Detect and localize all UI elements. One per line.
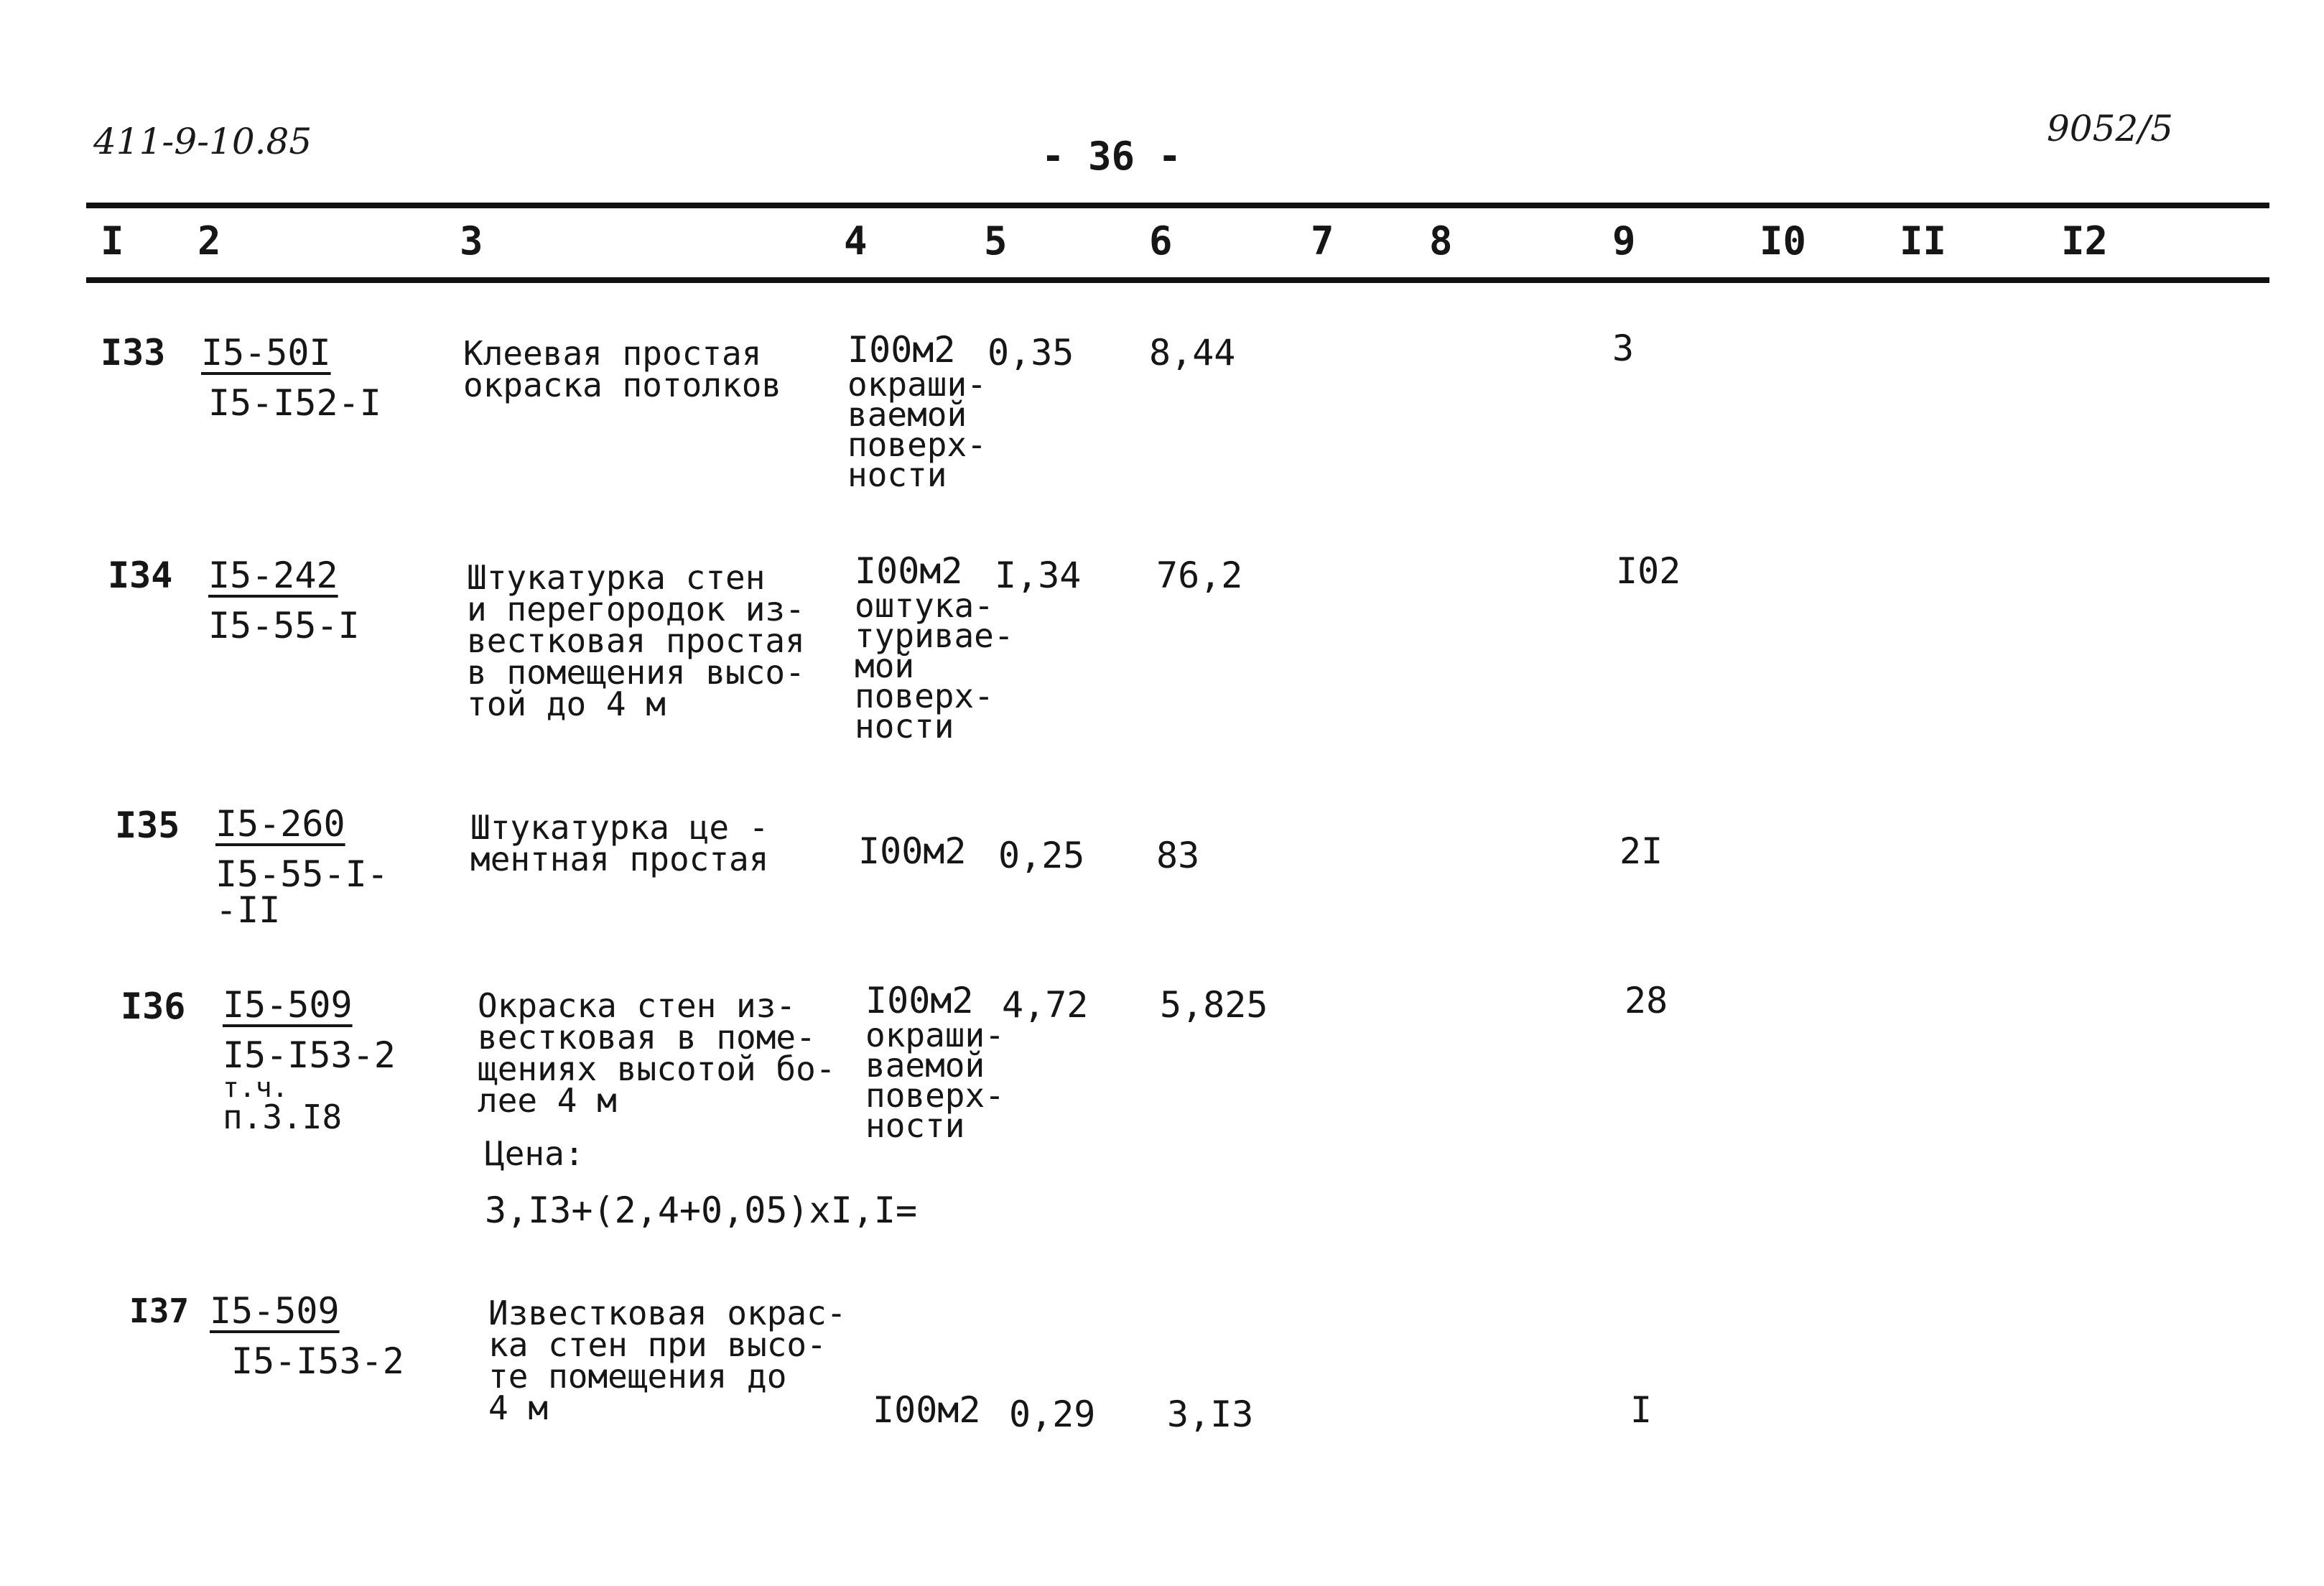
norm-code: I5-242	[208, 555, 338, 596]
work-description-line: в помещения высо-	[467, 653, 805, 692]
unit-line: ваемой	[847, 395, 967, 434]
work-description-line: ментная простая	[470, 840, 769, 878]
work-description-line: и перегородок из-	[467, 590, 805, 629]
unit-line: ности	[855, 707, 954, 746]
header-rule-top	[86, 203, 2269, 208]
col-header-5: 5	[984, 218, 1008, 264]
col-header-4: 4	[844, 218, 868, 264]
unit-line: мой	[855, 646, 915, 685]
row-number: I37	[129, 1291, 190, 1330]
col-header-10: I0	[1760, 218, 1807, 264]
work-description-line: Окраска стен из-	[478, 986, 796, 1025]
col-header-9: 9	[1612, 218, 1636, 264]
header-rule-bottom	[86, 277, 2269, 283]
col-header-6: 6	[1149, 218, 1173, 264]
document-code: 411-9-10.85	[93, 121, 312, 162]
unit-line: I00м2	[847, 329, 956, 371]
price-code: -II	[215, 889, 281, 931]
norm-code: I5-260	[215, 803, 345, 845]
price-code-note: т.ч.	[223, 1072, 289, 1103]
unit-line: I00м2	[858, 830, 967, 872]
unit-line: I00м2	[865, 980, 974, 1021]
col6-value: 76,2	[1156, 555, 1243, 596]
unit-line: поверх-	[855, 677, 994, 715]
work-description-line: той до 4 м	[467, 685, 666, 723]
price-code: I5-I53-2	[223, 1034, 396, 1076]
quantity: 0,35	[987, 332, 1074, 374]
archive-mark: 9052/5	[2047, 108, 2173, 149]
price-label: Цена:	[485, 1134, 585, 1173]
col9-value: I	[1630, 1389, 1653, 1431]
unit-line: туриваe-	[855, 616, 1014, 655]
col-header-11: II	[1900, 218, 1947, 264]
row-number: I35	[115, 804, 180, 846]
work-description-line: 4 м	[488, 1388, 549, 1427]
work-description-line: Клеевая простая	[463, 334, 762, 373]
col-header-8: 8	[1429, 218, 1453, 264]
col-header-1: I	[101, 218, 124, 264]
col9-value: 28	[1625, 980, 1668, 1021]
col6-value: 5,825	[1160, 984, 1268, 1026]
unit-line: I00м2	[855, 550, 963, 592]
work-description-line: те помещения до	[488, 1357, 787, 1396]
norm-code: I5-509	[223, 984, 353, 1026]
unit-line: ваемой	[865, 1046, 985, 1085]
work-description-line: Штукатурка це -	[470, 808, 769, 847]
work-description-line: Штукатурка стен	[467, 558, 766, 597]
unit-line: I00м2	[873, 1389, 981, 1431]
col9-value: 2I	[1619, 830, 1663, 872]
quantity: I,34	[995, 555, 1082, 596]
price-code-note: п.3.I8	[223, 1098, 343, 1136]
quantity: 0,29	[1009, 1393, 1096, 1435]
unit-line: ности	[865, 1106, 965, 1145]
unit-line: поверх-	[847, 425, 987, 464]
work-description-line: вестковая в поме-	[478, 1018, 816, 1057]
unit-line: оштука-	[855, 586, 994, 625]
work-description-line: щениях высотой бо-	[478, 1049, 836, 1088]
quantity: 4,72	[1002, 984, 1089, 1026]
work-description-line: Известковая окрас-	[488, 1294, 847, 1332]
col-header-3: 3	[460, 218, 483, 264]
unit-line: окраши-	[847, 365, 987, 404]
row-number: I33	[101, 332, 166, 374]
unit-line: поверх-	[865, 1076, 1005, 1115]
col-header-7: 7	[1311, 218, 1334, 264]
work-description-line: лее 4 м	[478, 1081, 617, 1120]
col-header-12: I2	[2061, 218, 2109, 264]
price-code: I5-55-I-	[215, 853, 389, 895]
col6-value: 83	[1156, 835, 1200, 876]
norm-code: I5-50I	[201, 332, 331, 374]
price-code: I5-I53-2	[231, 1340, 404, 1382]
work-description-line: ка стен при высо-	[488, 1325, 827, 1364]
quantity: 0,25	[998, 835, 1085, 876]
col-header-2: 2	[197, 218, 221, 264]
unit-line: ности	[847, 455, 947, 494]
col6-value: 8,44	[1149, 332, 1236, 374]
price-code: I5-55-I	[208, 605, 360, 646]
unit-line: окраши-	[865, 1016, 1005, 1054]
col9-value: 3	[1612, 328, 1635, 369]
price-formula: 3,I3+(2,4+0,05)xI,I=	[485, 1190, 918, 1231]
col9-value: I02	[1616, 550, 1681, 592]
row-number: I36	[121, 986, 186, 1027]
col6-value: 3,I3	[1167, 1393, 1254, 1435]
work-description-line: вестковая простая	[467, 621, 805, 660]
page-number: - 36 -	[1041, 134, 1182, 179]
row-number: I34	[108, 555, 173, 596]
price-code: I5-I52-I	[208, 382, 381, 424]
norm-code: I5-509	[210, 1290, 340, 1332]
work-description-line: окраска потолков	[463, 366, 782, 404]
